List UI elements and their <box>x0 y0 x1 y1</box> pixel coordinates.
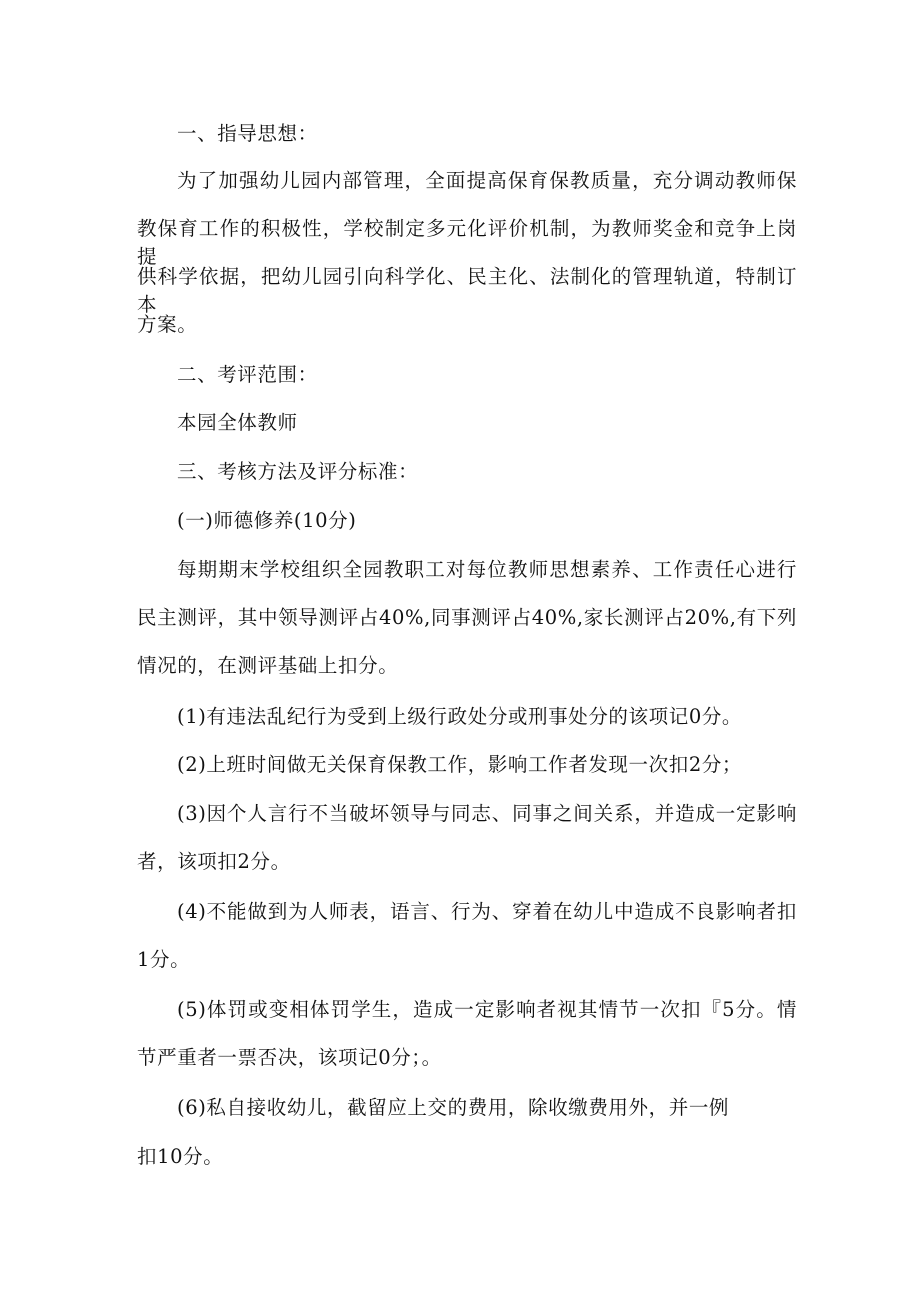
subheading-ethics: (一)师德修养(10分) <box>177 509 357 532</box>
heading-scope: 二、考评范围： <box>177 363 318 386</box>
paragraph-line: 每期期末学校组织全园教职工对每位教师思想素养、工作责任心进行 <box>177 558 797 581</box>
list-item: (3)因个人言行不当破坏领导与同志、同事之间关系，并造成一定影响 <box>177 802 797 825</box>
list-item-continuation: 者，该项扣2分。 <box>137 850 291 873</box>
heading-method: 三、考核方法及评分标准： <box>177 460 419 483</box>
list-item-continuation: 扣10分。 <box>137 1145 224 1168</box>
paragraph-line: 本园全体教师 <box>177 411 298 434</box>
list-item: (4)不能做到为人师表，语言、行为、穿着在幼儿中造成不良影响者扣 <box>177 900 797 923</box>
list-item: (6)私自接收幼儿，截留应上交的费用，除收缴费用外，并一例 <box>177 1096 730 1119</box>
list-item-continuation: 1分。 <box>137 948 191 971</box>
list-item: (5)体罚或变相体罚学生，造成一定影响者视其情节一次扣『5分。情 <box>177 998 797 1021</box>
heading-guiding-thought: 一、指导思想： <box>177 122 318 145</box>
paragraph-line: 民主测评，其中领导测评占40%,同事测评占40%,家长测评占20%,有下列 <box>137 606 797 629</box>
paragraph-line: 供科学依据，把幼儿园引向科学化、民主化、法制化的管理轨道，特制订本 <box>137 265 797 316</box>
paragraph-line: 教保育工作的积极性，学校制定多元化评价机制，为教师奖金和竞争上岗提 <box>137 217 797 268</box>
list-item: (2)上班时间做无关保育保教工作，影响工作者发现一次扣2分； <box>177 753 743 776</box>
paragraph-line: 为了加强幼儿园内部管理，全面提高保育保教质量，充分调动教师保 <box>177 169 797 192</box>
paragraph-line: 方案。 <box>137 313 198 336</box>
paragraph-line: 情况的，在测评基础上扣分。 <box>137 654 399 677</box>
list-item: (1)有违法乱纪行为受到上级行政处分或刑事处分的该项记0分。 <box>177 705 743 728</box>
list-item-continuation: 节严重者一票否决，该项记0分；。 <box>137 1046 442 1069</box>
